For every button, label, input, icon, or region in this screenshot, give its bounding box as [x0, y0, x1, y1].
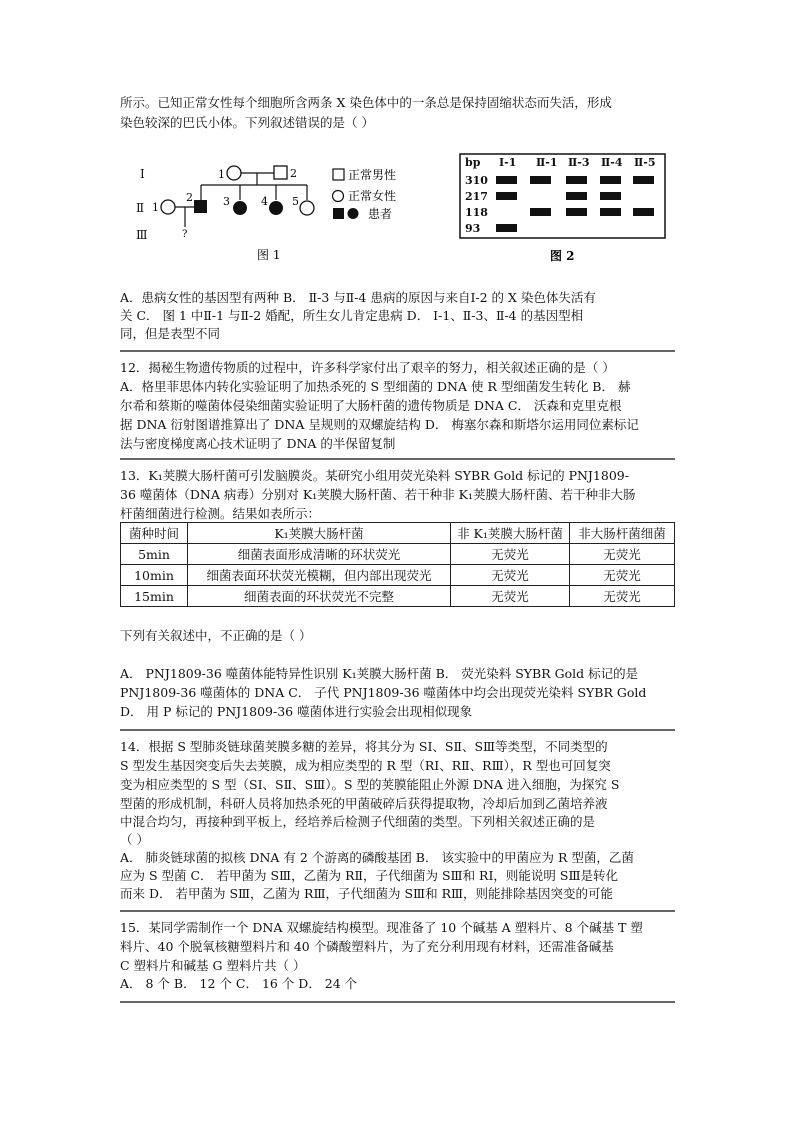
gel-band	[600, 192, 621, 200]
individual-number: 3	[223, 195, 230, 208]
gel-band	[566, 208, 587, 216]
legend-male-icon	[333, 169, 344, 180]
legend-label: 正常男性	[348, 168, 397, 182]
intro-line: 所示。已知正常女性每个细胞所含两条 X 染色体中的一条总是保持固缩状态而失活，形成	[120, 95, 612, 110]
q11-line: A．患病女性的基因型有两种 B． Ⅱ-3 与Ⅱ-4 患病的原因与来自Ⅰ-2 的 X 染色体失活有	[120, 290, 596, 305]
q14-line: 型菌的形成机制，科研人员将加热杀死的甲菌破碎后获得提取物，冷却后加到乙菌培养液	[120, 796, 608, 811]
table-row	[121, 586, 675, 607]
gel-band	[530, 176, 551, 184]
legend-affected-male-icon	[333, 208, 344, 219]
electrophoresis-figure	[458, 152, 673, 270]
q12-line: 据 DNA 衍射图谱推算出了 DNA 呈规则的双螺旋结构 D． 梅塞尔森和斯塔尔运用同位素标记	[120, 417, 639, 432]
q12-line: 12．揭秘生物遗传物质的过程中，许多科学家付出了艰辛的努力，相关叙述正确的是（ ）	[120, 360, 615, 375]
lane-label: Ⅱ-3	[568, 156, 590, 169]
individual-number: 5	[292, 195, 299, 208]
intro-line: 染色较深的巴氏小体。下列叙述错误的是（ ）	[120, 115, 374, 130]
lane-label: Ⅰ-1	[499, 156, 517, 169]
separator	[120, 458, 675, 460]
lane-label: Ⅱ-4	[601, 156, 623, 169]
pedigree-figure	[130, 155, 410, 270]
q12-line: A．格里菲思体内转化实验证明了加热杀死的 S 型细菌的 DNA 使 R 型细菌发生转化 B． 赫	[120, 379, 631, 394]
table-cell: 无荧光	[570, 544, 675, 565]
table-header-row	[121, 523, 675, 544]
q15-line: 料片、40 个脱氧核糖塑料片和 40 个磷酸塑料片，为了充分利用现有材料，还需准备碱基	[120, 939, 614, 954]
gel-band	[600, 208, 621, 216]
table-cell: 细菌表面环状荧光模糊，但内部出现荧光	[188, 565, 451, 586]
q13-stem: 下列有关叙述中，不正确的是（ ）	[120, 628, 312, 643]
individual-number: 1	[152, 201, 159, 214]
normal-male-symbol	[274, 166, 287, 179]
q15-line: A． 8 个 B． 12 个 C． 16 个 D． 24 个	[120, 976, 358, 991]
individual-number: 2	[290, 167, 297, 180]
generation-label: Ⅲ	[136, 228, 148, 242]
q14-line: 而来 D． 若甲菌为 SⅢ，乙菌为 RⅢ，子代细菌为 SⅢ和 RⅢ，则能排除基因突变的可能	[120, 886, 614, 901]
table-cell: 无荧光	[451, 586, 570, 607]
gel-band	[633, 208, 654, 216]
q13-line: 杆菌细菌进行检测。结果如表所示：	[120, 506, 321, 521]
table-cell: 15min	[121, 586, 188, 607]
q14-line: （ ）	[120, 832, 149, 847]
q13-line: 13．K₁荚膜大肠杆菌可引发脑膜炎。某研究小组用荧光染料 SYBR Gold 标记的 PNJ1809-	[120, 468, 629, 483]
gel-band	[566, 176, 587, 184]
normal-female-symbol	[300, 201, 314, 215]
affected-female-symbol	[269, 201, 283, 215]
size-label: 217	[465, 190, 488, 203]
table-row	[121, 544, 675, 565]
table-row	[121, 565, 675, 586]
gel-band	[566, 192, 587, 200]
q13-line: A． PNJ1809-36 噬菌体能特异性识别 K₁荚膜大肠杆菌 B． 荧光染料 SYBR Gold 标记的是	[120, 666, 639, 681]
table-cell: 无荧光	[570, 565, 675, 586]
q14-line: 应为 S 型菌 C． 若甲菌为 SⅢ，乙菌为 RⅡ，子代细菌为 SⅢ和 RⅠ，则能说明 SⅢ是转化	[120, 868, 618, 883]
q13-line: 36 噬菌体（DNA 病毒）分别对 K₁荚膜大肠杆菌、若干种非 K₁荚膜大肠杆菌、若干种非大肠	[120, 487, 636, 502]
gel-band	[496, 192, 517, 200]
legend-female-icon	[333, 191, 344, 202]
q14-line: S 型发生基因突变后失去荚膜，成为相应类型的 R 型（RⅠ、RⅡ、RⅢ），R 型也可回复突	[120, 758, 611, 773]
table-cell: 无荧光	[451, 544, 570, 565]
q12-line: 法与密度梯度离心技术证明了 DNA 的半保留复制	[120, 436, 396, 451]
table-cell: 10min	[121, 565, 188, 586]
q15-line: C 塑料片和碱基 G 塑料片共（ ）	[120, 958, 306, 973]
legend-label: 正常女性	[348, 189, 397, 203]
figure-caption: 图 2	[550, 249, 575, 263]
q12-line: 尔希和蔡斯的噬菌体侵染细菌实验证明了大肠杆菌的遗传物质是 DNA C． 沃森和克里克根	[120, 398, 622, 413]
separator	[120, 350, 675, 352]
separator	[120, 910, 675, 912]
separator	[120, 729, 675, 731]
table-cell: 无荧光	[451, 565, 570, 586]
results-table	[120, 522, 675, 607]
q15-line: 15．某同学需制作一个 DNA 双螺旋结构模型。现准备了 10 个碱基 A 塑料片、8 个碱基 T 塑	[120, 920, 643, 935]
table-cell: 无荧光	[570, 586, 675, 607]
affected-male-symbol	[194, 200, 207, 213]
q13-line: PNJ1809-36 噬菌体的 DNA C． 子代 PNJ1809-36 噬菌体中均会出现荧光染料 SYBR Gold	[120, 685, 647, 700]
generation-label: Ⅱ	[136, 201, 145, 215]
lane-label: Ⅱ-1	[536, 156, 558, 169]
table-header: 非大肠杆菌细菌	[570, 523, 675, 544]
q14-line: 变为相应类型的 S 型（SⅠ、SⅡ、SⅢ）。S 型的荚膜能阻止外源 DNA 进入细胞，为探究 S	[120, 777, 620, 792]
gel-band	[600, 176, 621, 184]
lane-label: Ⅱ-5	[634, 156, 656, 169]
q13-line: D． 用 P 标记的 PNJ1809-36 噬菌体进行实验会出现相似现象	[120, 704, 473, 719]
q11-line: 关 C． 图 1 中Ⅱ-1 与Ⅱ-2 婚配，所生女儿肯定患病 D． Ⅰ-1、Ⅱ-3、Ⅱ-4 的基因型相	[120, 308, 584, 323]
table-cell: 细菌表面的环状荧光不完整	[188, 586, 451, 607]
generation-label: Ⅰ	[140, 167, 145, 181]
q11-line: 同，但是表型不同	[120, 326, 221, 341]
normal-female-symbol	[161, 200, 175, 214]
q14-line: 中混合均匀，再接种到平板上，经培养后检测子代细菌的类型。下列相关叙述正确的是	[120, 814, 596, 829]
gel-band	[633, 176, 654, 184]
individual-number: 4	[261, 195, 268, 208]
table-header: K₁荚膜大肠杆菌	[188, 523, 451, 544]
table-cell: 5min	[121, 544, 188, 565]
q14-line: A． 肺炎链球菌的拟核 DNA 有 2 个游离的磷酸基团 B． 该实验中的甲菌应为 R 型菌，乙菌	[120, 850, 634, 865]
bp-label: bp	[465, 156, 481, 169]
unknown-offspring: ?	[182, 229, 188, 240]
separator	[120, 1001, 675, 1003]
table-header: 非 K₁荚膜大肠杆菌	[451, 523, 570, 544]
size-label: 118	[465, 206, 488, 219]
individual-number: 1	[218, 168, 225, 181]
q14-line: 14．根据 S 型肺炎链球菌荚膜多糖的差异，将其分为 SⅠ、SⅡ、SⅢ等类型，不同类型的	[120, 739, 608, 754]
figure-caption: 图 1	[257, 248, 281, 262]
gel-band	[530, 208, 551, 216]
legend-label: 患者	[368, 207, 393, 221]
affected-female-symbol	[233, 201, 247, 215]
gel-band	[496, 176, 517, 184]
size-label: 310	[465, 174, 488, 187]
normal-female-symbol	[227, 166, 241, 180]
table-header: 菌种时间	[121, 523, 188, 544]
size-label: 93	[465, 222, 481, 235]
legend-affected-female-icon	[348, 208, 359, 219]
individual-number: 2	[186, 191, 193, 204]
gel-band	[496, 224, 517, 232]
table-cell: 细菌表面形成清晰的环状荧光	[188, 544, 451, 565]
